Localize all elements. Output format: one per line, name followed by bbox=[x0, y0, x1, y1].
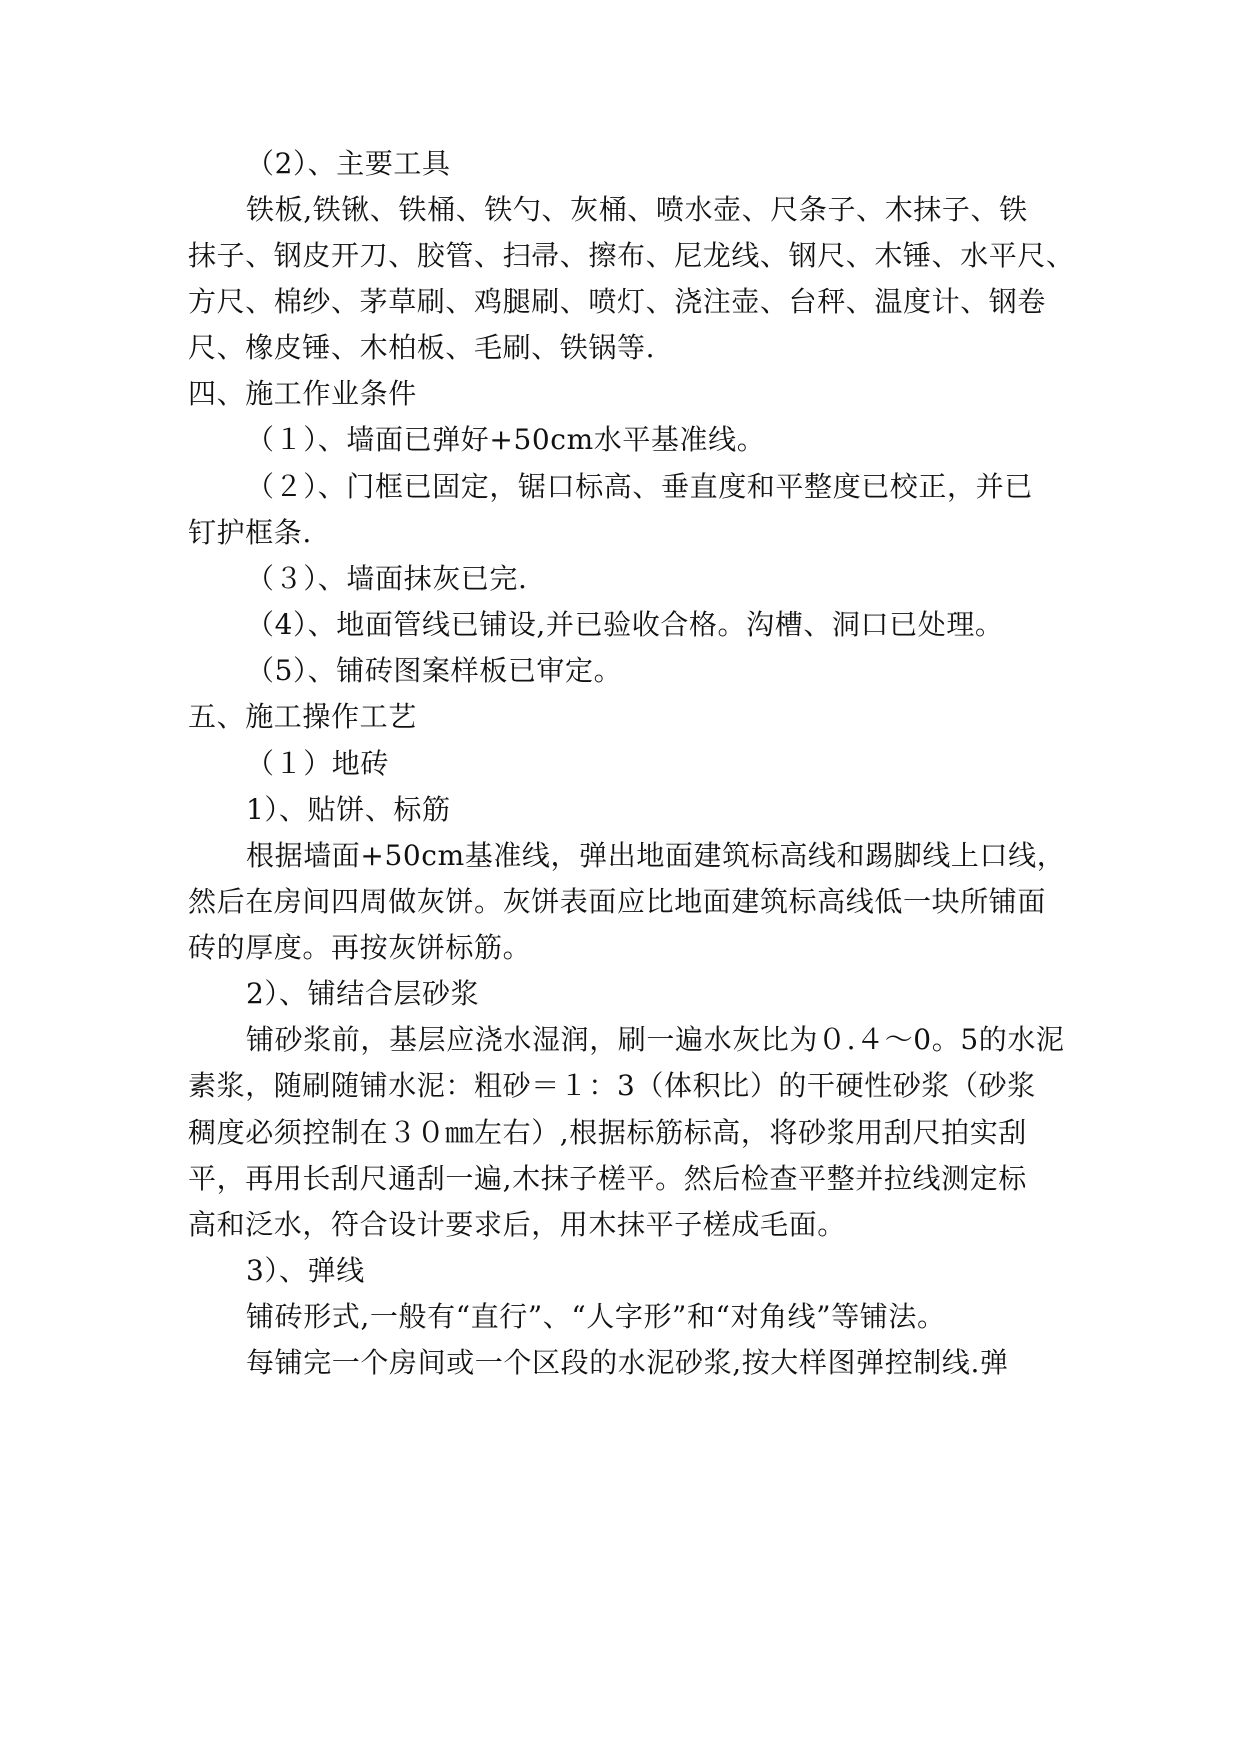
paragraph-line: 然后在房间四周做灰饼。灰饼表面应比地面建筑标高线低一块所铺面 bbox=[188, 885, 1047, 918]
paragraph-line: 方尺、棉纱、茅草刷、鸡腿刷、喷灯、浇注壶、台秤、温度计、钢卷 bbox=[188, 285, 1047, 318]
paragraph-line: 铺砂浆前，基层应浇水湿润，刷一遍水灰比为０.４～0。5的水泥 bbox=[246, 1023, 1065, 1056]
paragraph-line: 稠度必须控制在３０㎜左右）,根据标筋标高，将砂浆用刮尺拍实刮 bbox=[188, 1116, 1027, 1149]
paragraph-line: 抹子、钢皮开刀、胶管、扫帚、擦布、尼龙线、钢尺、木锤、水平尺、 bbox=[188, 239, 1075, 272]
subheading-step-2: 2）、铺结合层砂浆 bbox=[246, 977, 480, 1010]
list-item: （２）、门框已固定，锯口标高、垂直度和平整度已校正，并已 bbox=[246, 470, 1033, 503]
paragraph-line: 铺砖形式,一般有“直行”、“人字形”和“对角线”等铺法。 bbox=[246, 1300, 946, 1333]
list-item: （5）、铺砖图案样板已审定。 bbox=[246, 654, 623, 687]
paragraph-line: 平，再用长刮尺通刮一遍,木抹子槎平。然后检查平整并拉线测定标 bbox=[188, 1162, 1027, 1195]
subheading-step-3: 3）、弹线 bbox=[246, 1254, 365, 1287]
paragraph-line: 砖的厚度。再按灰饼标筋。 bbox=[188, 931, 532, 964]
subheading-floor-tile: （１）地砖 bbox=[246, 747, 390, 780]
section-heading-process: 五、施工操作工艺 bbox=[188, 700, 417, 733]
subheading-main-tools: （2）、主要工具 bbox=[246, 147, 451, 180]
subheading-step-1: 1）、贴饼、标筋 bbox=[246, 793, 451, 826]
paragraph-line: 铁板,铁锹、铁桶、铁勺、灰桶、喷水壶、尺条子、木抹子、铁 bbox=[246, 193, 1028, 226]
paragraph-line: 尺、橡皮锤、木柏板、毛刷、铁锅等. bbox=[188, 331, 656, 364]
paragraph-line: 钉护框条. bbox=[188, 516, 312, 549]
section-heading-conditions: 四、施工作业条件 bbox=[188, 377, 417, 410]
list-item: （4）、地面管线已铺设,并已验收合格。沟槽、洞口已处理。 bbox=[246, 608, 1004, 641]
paragraph-line: 高和泛水，符合设计要求后，用木抹平子槎成毛面。 bbox=[188, 1208, 846, 1241]
list-item: （３）、墙面抹灰已完. bbox=[246, 562, 528, 595]
paragraph-line: 素浆，随刷随铺水泥：粗砂＝１：3（体积比）的干硬性砂浆（砂浆 bbox=[188, 1069, 1036, 1102]
paragraph-line: 根据墙面+50cm基准线，弹出地面建筑标高线和踢脚线上口线， bbox=[246, 839, 1066, 872]
paragraph-line: 每铺完一个房间或一个区段的水泥砂浆,按大样图弹控制线.弹 bbox=[246, 1346, 1009, 1379]
list-item: （１）、墙面已弹好+50cm水平基准线。 bbox=[246, 423, 766, 456]
